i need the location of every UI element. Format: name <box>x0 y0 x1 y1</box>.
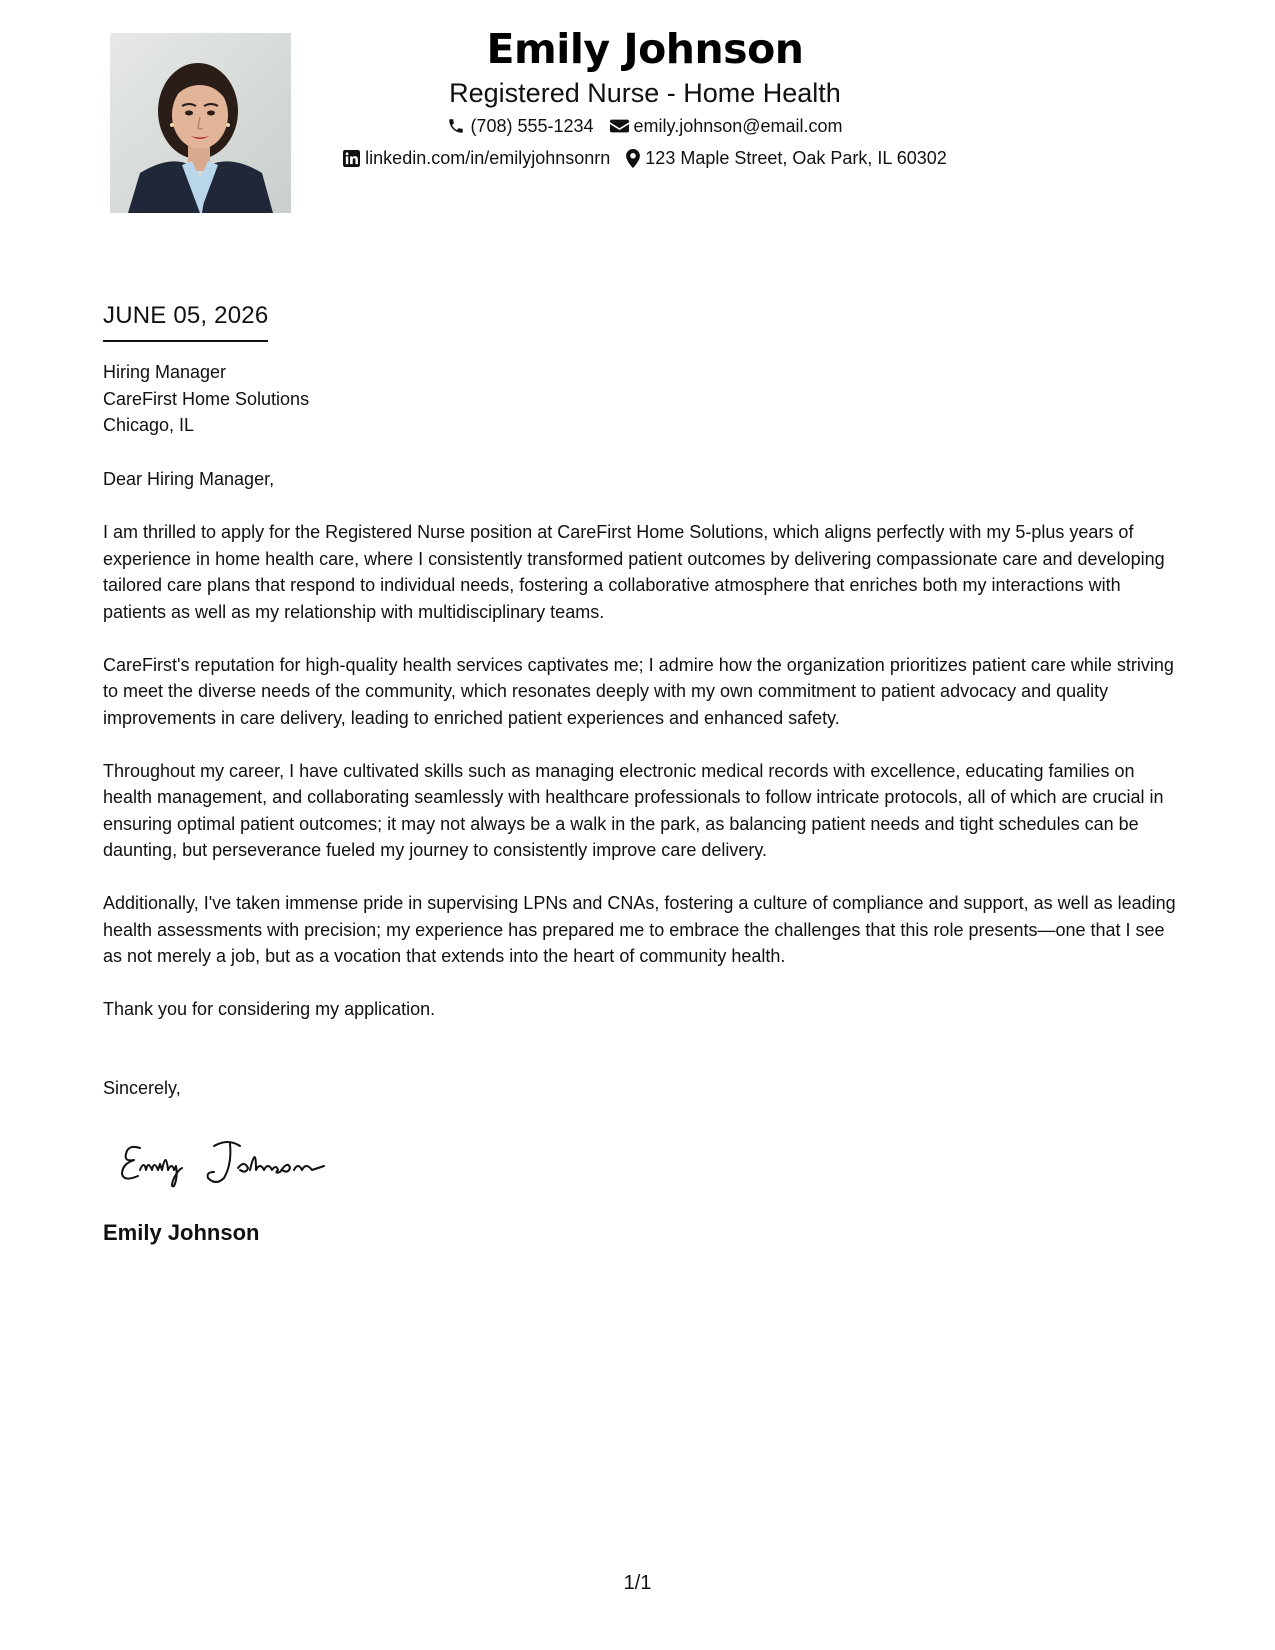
recipient-line: Hiring Manager <box>103 362 227 382</box>
recipient-line: CareFirst Home Solutions <box>103 388 310 409</box>
signer-name: Emily Johnson <box>103 1220 260 1245</box>
applicant-role: Registered Nurse - Home Health <box>449 78 841 108</box>
salutation: Dear Hiring Manager, <box>103 469 275 489</box>
body-paragraph: Thank you for considering my application. <box>103 999 436 1019</box>
body-paragraph: Additionally, I've taken immense pride in supervising LPNs and CNAs, fostering a culture of compliance and support, as well as leading health assessments with precision; my experience has prepared me to embrace the challenges that this role presents—one that I see as not merely a job, but as a vocation that extends into the heart of community health. <box>103 893 1176 966</box>
page-number: 1/1 <box>623 1572 652 1594</box>
address-text: 123 Maple Street, Oak Park, IL 60302 <box>645 148 947 168</box>
recipient-block <box>103 359 309 439</box>
contact-linkedin[interactable] <box>343 142 610 174</box>
linkedin-text: linkedin.com/in/emilyjohnsonrn <box>365 148 611 168</box>
body-paragraph: Throughout my career, I have cultivated skills such as managing electronic medical records with excellence, educating families on health management, and collaborating seamlessly with healthcare professionals to follow intricate protocols, all of which are crucial in ensuring optimal patient outcomes; it may not always be a walk in the park, as balancing patient needs and tight schedules can be daunting, but perseverance fueled my journey to consistently improve care delivery. <box>103 760 1164 860</box>
letter-date: JUNE 05, 2026 <box>103 300 268 342</box>
contact-row-1 <box>290 110 1000 142</box>
contact-phone[interactable] <box>447 110 593 142</box>
contact-row-2 <box>290 142 1000 174</box>
map-pin-icon <box>626 149 640 168</box>
letter-body <box>103 466 1178 1049</box>
applicant-name: Emily Johnson <box>486 25 804 73</box>
handwritten-signature <box>118 1130 348 1195</box>
phone-icon <box>447 117 465 135</box>
profile-photo <box>110 33 291 213</box>
linkedin-icon <box>343 150 360 167</box>
contact-email[interactable] <box>610 110 843 142</box>
closing: Sincerely, <box>103 1078 181 1098</box>
body-paragraph: CareFirst's reputation for high-quality health services captivates me; I admire how the organization prioritizes patient care while striving to meet the diverse needs of the community, which resonates deeply with my own commitment to patient advocacy and quality improvements in care delivery, leading to enriched patient experiences and enhanced safety. <box>103 654 1174 728</box>
envelope-icon <box>610 118 629 134</box>
letter-header <box>290 22 1000 174</box>
phone-text: (708) 555-1234 <box>470 116 594 136</box>
email-text: emily.johnson@email.com <box>633 116 843 136</box>
recipient-line: Chicago, IL <box>103 415 195 435</box>
body-paragraph: I am thrilled to apply for the Registered Nurse position at CareFirst Home Solutions, which aligns perfectly with my 5-plus years of experience in home health care, where I consistently transformed patient outcomes by delivering compassionate care and developing tailored care plans that respond to individual needs, fostering a collaborative atmosphere that enriches both my interactions with patients as well as my relationship with multidisciplinary teams. <box>103 522 1165 622</box>
contact-address <box>626 142 947 174</box>
